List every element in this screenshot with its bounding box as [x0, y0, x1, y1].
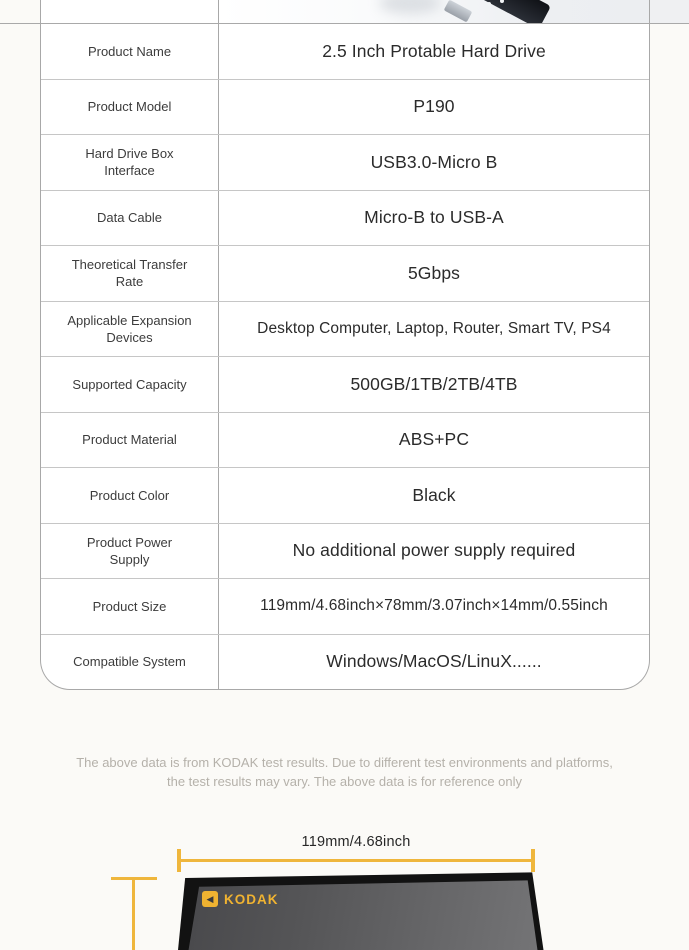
- disclaimer-line-1: The above data is from KODAK test results. Due to different test environments and platforms,: [76, 755, 613, 770]
- dimension-tick-right: [531, 849, 535, 872]
- product-spec-table: [40, 0, 650, 690]
- photo-background-margin: [650, 0, 689, 23]
- spec-label: Compatible System: [41, 635, 219, 690]
- spec-row-product-name: [41, 24, 649, 80]
- usb-cable-photo: [219, 0, 649, 23]
- empty-label-cell: [41, 0, 219, 23]
- spec-value: P190: [413, 96, 455, 117]
- width-dimension-label: 119mm/4.68inch: [301, 834, 411, 850]
- spec-label: Theoretical Transfer Rate: [41, 246, 219, 301]
- spec-value: No additional power supply required: [292, 540, 576, 561]
- spec-label: Applicable Expansion Devices: [41, 302, 219, 357]
- spec-row-compatible-system: [41, 635, 649, 690]
- spec-value: 119mm/4.68inch×78mm/3.07inch×14mm/0.55inch: [260, 597, 608, 615]
- spec-row-capacity: [41, 357, 649, 413]
- spec-label: Hard Drive Box Interface: [41, 135, 219, 190]
- dimension-tick-left: [177, 849, 181, 872]
- kodak-logo: [202, 891, 279, 907]
- spec-row-product-model: [41, 80, 649, 136]
- kodak-logo-icon: ◀: [202, 891, 218, 907]
- spec-label: Product Color: [41, 468, 219, 523]
- spec-row-interface: [41, 135, 649, 191]
- spec-value: Micro-B to USB-A: [364, 207, 504, 228]
- hard-drive-product-photo: [172, 870, 548, 950]
- spec-label: Supported Capacity: [41, 357, 219, 412]
- spec-row-power-supply: [41, 524, 649, 580]
- spec-row-size: [41, 579, 649, 635]
- disclaimer-line-2: the test results may vary. The above data is for reference only: [166, 774, 523, 789]
- usb-micro-b-connector: [461, 0, 551, 23]
- spec-label: Data Cable: [41, 191, 219, 246]
- spec-row-color: [41, 468, 649, 524]
- spec-label: Product Name: [41, 24, 219, 79]
- spec-label: Product Power Supply: [41, 524, 219, 579]
- width-dimension-line: [179, 859, 533, 862]
- spec-value: Windows/MacOS/LinuX......: [326, 651, 542, 672]
- spec-value: 500GB/1TB/2TB/4TB: [350, 373, 518, 394]
- spec-row-data-cable: [41, 191, 649, 247]
- spec-value: Desktop Computer, Laptop, Router, Smart TV, PS4: [257, 319, 611, 337]
- spec-value: 5Gbps: [407, 262, 461, 283]
- disclaimer-text: [0, 753, 689, 791]
- product-photo-row: [41, 0, 649, 24]
- spec-value: USB3.0-Micro B: [370, 151, 498, 172]
- height-dimension-line: [132, 877, 135, 950]
- kodak-logo-text: KODAK: [224, 891, 279, 907]
- usb-connector-tip: [444, 0, 473, 22]
- spec-value: 2.5 Inch Protable Hard Drive: [322, 40, 546, 61]
- spec-row-expansion-devices: [41, 302, 649, 358]
- spec-label: Product Model: [41, 80, 219, 135]
- spec-row-material: [41, 413, 649, 469]
- spec-label: Product Size: [41, 579, 219, 634]
- connector-highlight: [487, 2, 491, 6]
- spec-row-transfer-rate: [41, 246, 649, 302]
- spec-value: ABS+PC: [398, 429, 470, 450]
- cable-blur: [379, 0, 441, 14]
- spec-label: Product Material: [41, 413, 219, 468]
- spec-value: Black: [412, 484, 456, 505]
- photo-bottom-rule: [0, 23, 689, 24]
